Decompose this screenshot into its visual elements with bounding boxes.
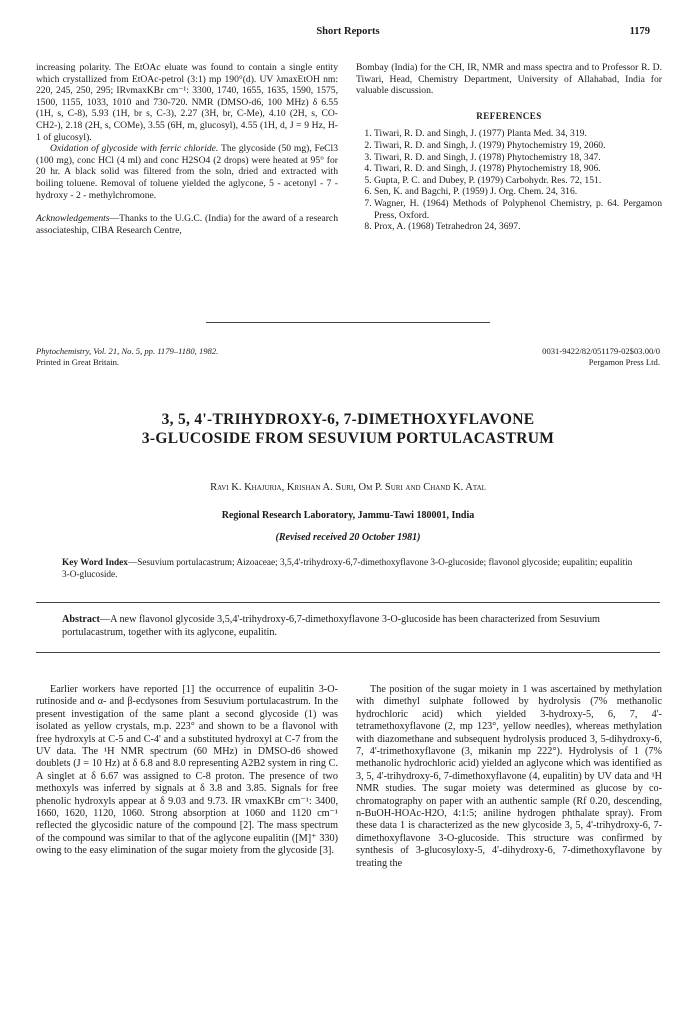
article-separator (206, 322, 490, 323)
reference-item: 2. Tiwari, R. D. and Singh, J. (1979) Phytochemistry 19, 2060. (374, 140, 662, 152)
journal-citation: Phytochemistry, Vol. 21, No. 5, pp. 1179–1180, 1982. (36, 346, 219, 356)
abstract-bottom-rule (36, 652, 660, 653)
prev-article-left-column (36, 62, 338, 236)
abstract-label: Abstract (62, 614, 100, 625)
acknowledgements (36, 213, 338, 236)
oxidation-paragraph (36, 143, 338, 201)
references-heading: REFERENCES (476, 110, 542, 121)
body-left-column (36, 684, 338, 858)
oxidation-heading: Oxidation of glycoside with ferric chloride. (50, 143, 219, 155)
reference-item: 6. Sen, K. and Bagchi, P. (1959) J. Org. Chem. 24, 316. (374, 186, 662, 198)
abstract (62, 614, 638, 639)
reference-item: 3. Tiwari, R. D. and Singh, J. (1978) Phytochemistry 18, 347. (374, 152, 662, 164)
experimental-paragraph: increasing polarity. The EtOAc eluate was found to contain a single entity which crystallized from EtOAc-petrol (3:1) mp 190°(d). UV λmaxEtOH nm: 220, 245, 250, 295; IRνmaxKBr cm⁻¹: 3300, 1740, 1655, 1635, 1590, 1575, 1500, 1155, 1033, 1010 and 730-720. NMR (DMSO-d6, 100 MHz) δ 6.55 (1H, s, C-8), 5.93 (1H, br s, C-3), 2.27 (3H, br, C-Me), 4.10 (2H, s, CO-CH2-), 2.18 (2H, s, COMe), 3.55 (6H, m, glucosyl), 4.55 (1H, d, J = 9 Hz, H-1 of glucosyl). (36, 62, 338, 143)
keywords (62, 558, 638, 581)
reference-item: 4. Tiwari, R. D. and Singh, J. (1978) Phytochemistry 18, 906. (374, 163, 662, 175)
abstract-text: —A new flavonol glycoside 3,5,4'-trihydroxy-6,7-dimethoxyflavone 3-O-glucoside has been characterized from Sesuvium portulacastrum, together with its aglycone, eupalitin. (62, 614, 600, 638)
oxidation-text: The glycoside (50 mg), FeCl3 (100 mg), conc HCl (4 ml) and conc H2SO4 (2 drops) were heated at 95° for 20 hr. A black solid was filtered from the soln, dried and extracted with boiling toluene. Removal of toluene yielded the aglycone, 5 - acetonyl - 7 - hydroxy - 2 - methylchromone. (36, 143, 338, 201)
journal-code: 0031-9422/82/051179-02$03.00/0 (542, 346, 660, 356)
reference-item: 7. Wagner, H. (1964) Methods of Polyphenol Chemistry, p. 64. Pergamon Press, Oxford. (374, 198, 662, 221)
body-paragraph: The position of the sugar moiety in 1 was ascertained by methylation with dimethyl sulphate followed by hydrolysis (7% methanolic hydrochloric acid) which yielded 3-hydroxy-5, 6, 7, 4'-tetramethoxyflavone (2, mp 123°, yellow needles), whereas methylation with diazomethane and subsequent hydrolysis produced 3, 5-dihydroxy-6, 7, 4'-trimethoxyflavone (3, mikanin mp 222°). Hydrolysis of 1 (7% methanolic hydrochloric acid) yielded an aglycone which was identified as 3, 5, 4'-trihydroxy-6, 7-dimethoxyflavone (4, eupalitin) by UV data and ¹H NMR studies. The sugar moiety was determined as glucose by co-chromatography on paper with an authentic sample (Rf 0.20, descending, n-BuOH-HOAc-H2O, 4:1:5; aniline hydrogen phthalate spray). From these data 1 is characterized as the new glycoside 3, 5, 4'-trihydroxy-6, 7-dimethoxyflavone 3-O-glucoside. This structure was confirmed by synthesis of 3-glucosyloxy-5, 4'-dihydroxy-6, 7-dimethoxyflavone by treating the (356, 684, 662, 869)
reference-item: 1. Tiwari, R. D. and Singh, J. (1977) Planta Med. 34, 319. (374, 128, 662, 140)
revised-date: (Revised received 20 October 1981) (275, 532, 421, 543)
keywords-text: —Sesuvium portulacastrum; Aizoaceae; 3,5,4'-trihydroxy-6,7-dimethoxyflavone 3-O-glucoside; flavonol glycoside; eupalitin; eupalitin 3-O-glucoside. (62, 558, 633, 580)
title-line-2: 3-GLUCOSIDE FROM SESUVIUM PORTULACASTRUM (141, 430, 555, 447)
reference-item: 8. Prox, A. (1968) Tetrahedron 24, 3697. (374, 221, 662, 233)
affiliation: Regional Research Laboratory, Jammu-Tawi 180001, India (221, 510, 475, 521)
acknowledgements-continued: Bombay (India) for the CH, IR, NMR and mass spectra and to Professor R. D. Tiwari, Head, Chemistry Department, University of Allahabad, India for valuable discussion. (356, 62, 662, 97)
acknowledgements-label: Acknowledgements (36, 213, 110, 225)
keywords-label: Key Word Index (62, 558, 128, 568)
article-title (0, 410, 696, 448)
body-paragraph: Earlier workers have reported [1] the occurrence of eupalitin 3-O-rutinoside and α- and β-ecdysones from Sesuvium portulacastrum. In the present investigation of the same plant a second glycoside (1) was isolated as yellow crystals, m.p. 223° and shown to be a flavonol with free hydroxyls at C-5 and C-4' and a substituted hydroxyl at C-7 from the UV data. The ¹H NMR spectrum (60 MHz) in DMSO-d6 showed doublets (J = 10 Hz) at δ 6.8 and 8.0 representing A2B2 system in ring C. A singlet at δ 6.67 was assigned to C-8 proton. The presence of two methoxyls was inferred by signals at δ 3.8 and 3.85. Signals for free phenolic hydroxyls appear at δ 9.03 and 9.73. IR νmaxKBr cm⁻¹: 3400, 1660, 1620, 1120, 1060. Strong absorption at 1060 and 1120 cm⁻¹ reflected the glycosidic nature of the compound [2]. The mass spectrum of the compound was similar to that of the aglycone eupalitin ([M]⁺ 330) owing to the easy elimination of the sugar moiety from the glycoside [3]. (36, 684, 338, 857)
running-head-title: Short Reports (316, 26, 380, 37)
journal-info-right (360, 346, 660, 367)
acknowledgements-text: —Thanks to the U.G.C. (India) for the award of a research associateship, CIBA Research Centre, (36, 213, 338, 236)
reference-item: 5. Gupta, P. C. and Dubey, P. (1979) Carbohydr. Res. 72, 151. (374, 175, 662, 187)
publisher: Pergamon Press Ltd. (588, 356, 660, 367)
title-line-1: 3, 5, 4'-TRIHYDROXY-6, 7-DIMETHOXYFLAVONE (161, 411, 535, 428)
body-right-column (356, 684, 662, 870)
authors: Ravi K. Khajuria, Krishan A. Suri, Om P. Suri and Chand K. Atal (210, 482, 486, 493)
abstract-top-rule (36, 602, 660, 603)
prev-article-right-column (356, 62, 662, 233)
printed-in: Printed in Great Britain. (36, 356, 120, 367)
page-number: 1179 (629, 26, 650, 37)
journal-info-left (36, 346, 336, 367)
references-list (356, 128, 662, 232)
